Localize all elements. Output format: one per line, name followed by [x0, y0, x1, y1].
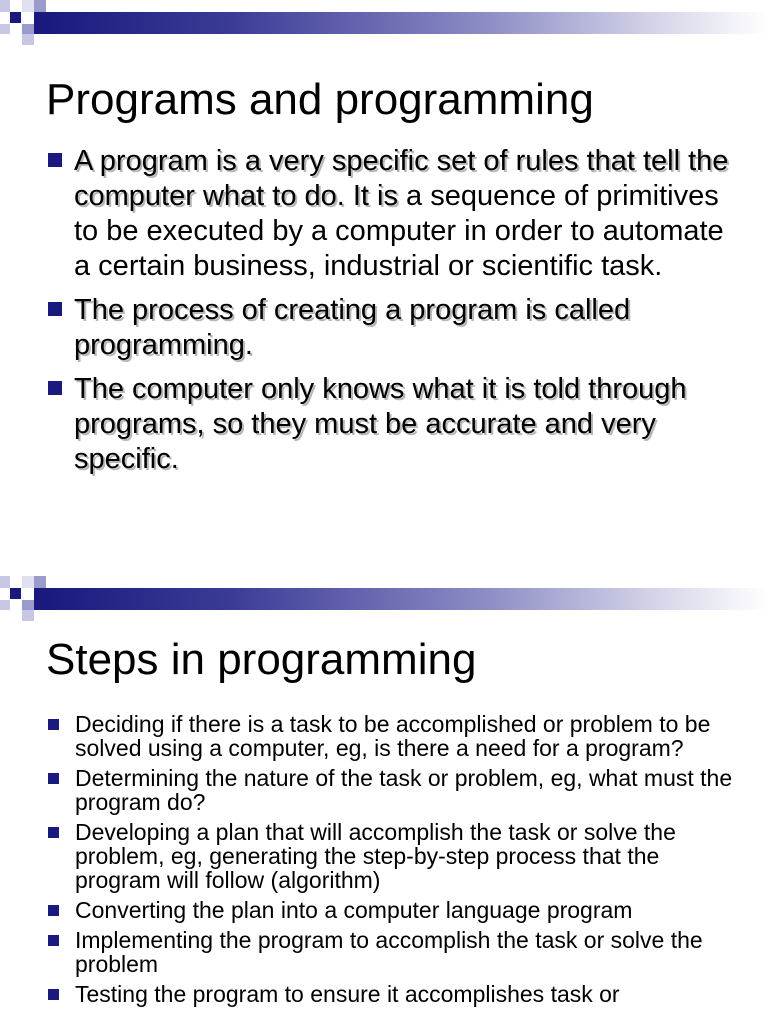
bullet-item	[46, 898, 746, 922]
bullet-text: Determining the nature of the task or problem, eg, what must the program do?	[75, 765, 733, 815]
bullet-text-shadowed: The process of creating a program is called programming.	[74, 294, 631, 361]
deco-square	[0, 0, 10, 12]
square-bullet-icon	[48, 989, 59, 1000]
bullet-text-shadowed: The computer only knows what it is told through programs, so they must be accurate and very specific.	[74, 373, 687, 475]
bullet-list	[46, 712, 746, 1012]
bullet-text: Implementing the program to accomplish the task or solve the problem	[75, 927, 703, 977]
slide-title: Programs and programming	[46, 75, 594, 124]
bullet-item	[46, 144, 746, 284]
header-gradient-bar	[46, 588, 768, 610]
square-bullet-icon	[48, 773, 59, 784]
deco-square	[34, 0, 46, 12]
slide-steps-in-programming	[0, 576, 768, 1024]
deco-square	[0, 600, 10, 610]
square-bullet-icon	[48, 935, 59, 946]
bullet-item	[46, 982, 746, 1006]
deco-square	[22, 24, 34, 34]
deco-square	[34, 12, 46, 34]
deco-square	[22, 0, 34, 12]
square-bullet-icon	[48, 302, 62, 316]
bullet-item	[46, 712, 746, 760]
bullet-text: Testing the program to ensure it accomplishes task or	[75, 981, 620, 1007]
deco-square	[0, 576, 10, 588]
bullet-list	[46, 144, 746, 486]
square-bullet-icon	[48, 719, 59, 730]
deco-square	[34, 588, 46, 610]
bullet-text: a sequence of primitives to be executed by a computer in order to automate a certain business, industrial or scientific task.	[74, 180, 724, 282]
deco-square	[10, 12, 21, 23]
header-decoration	[0, 0, 768, 46]
bullet-item	[46, 928, 746, 976]
deco-square	[22, 600, 34, 610]
square-bullet-icon	[48, 905, 59, 916]
deco-square	[0, 24, 10, 34]
deco-square	[34, 576, 46, 588]
header-gradient-bar	[46, 12, 768, 34]
header-decoration	[0, 576, 768, 622]
bullet-text: Converting the plan into a computer language program	[75, 897, 633, 923]
square-bullet-icon	[48, 827, 59, 838]
bullet-item	[46, 293, 746, 363]
bullet-item	[46, 820, 746, 892]
square-bullet-icon	[48, 153, 62, 167]
bullet-item	[46, 372, 746, 477]
deco-square	[10, 588, 21, 599]
bullet-text: Deciding if there is a task to be accomplished or problem to be solved using a computer, eg, is there a need for a program?	[75, 711, 711, 761]
deco-square	[22, 576, 34, 588]
bullet-text-shadowed: A program is a very specific set of rules that tell the computer what to do. It is	[74, 145, 729, 212]
deco-square	[22, 610, 34, 621]
bullet-item	[46, 766, 746, 814]
square-bullet-icon	[48, 381, 62, 395]
bullet-text: Developing a plan that will accomplish the task or solve the problem, eg, generating the step-by-step process that the program will follow (algorithm)	[75, 819, 676, 893]
slide-title: Steps in programming	[46, 635, 477, 684]
deco-square	[22, 34, 34, 45]
